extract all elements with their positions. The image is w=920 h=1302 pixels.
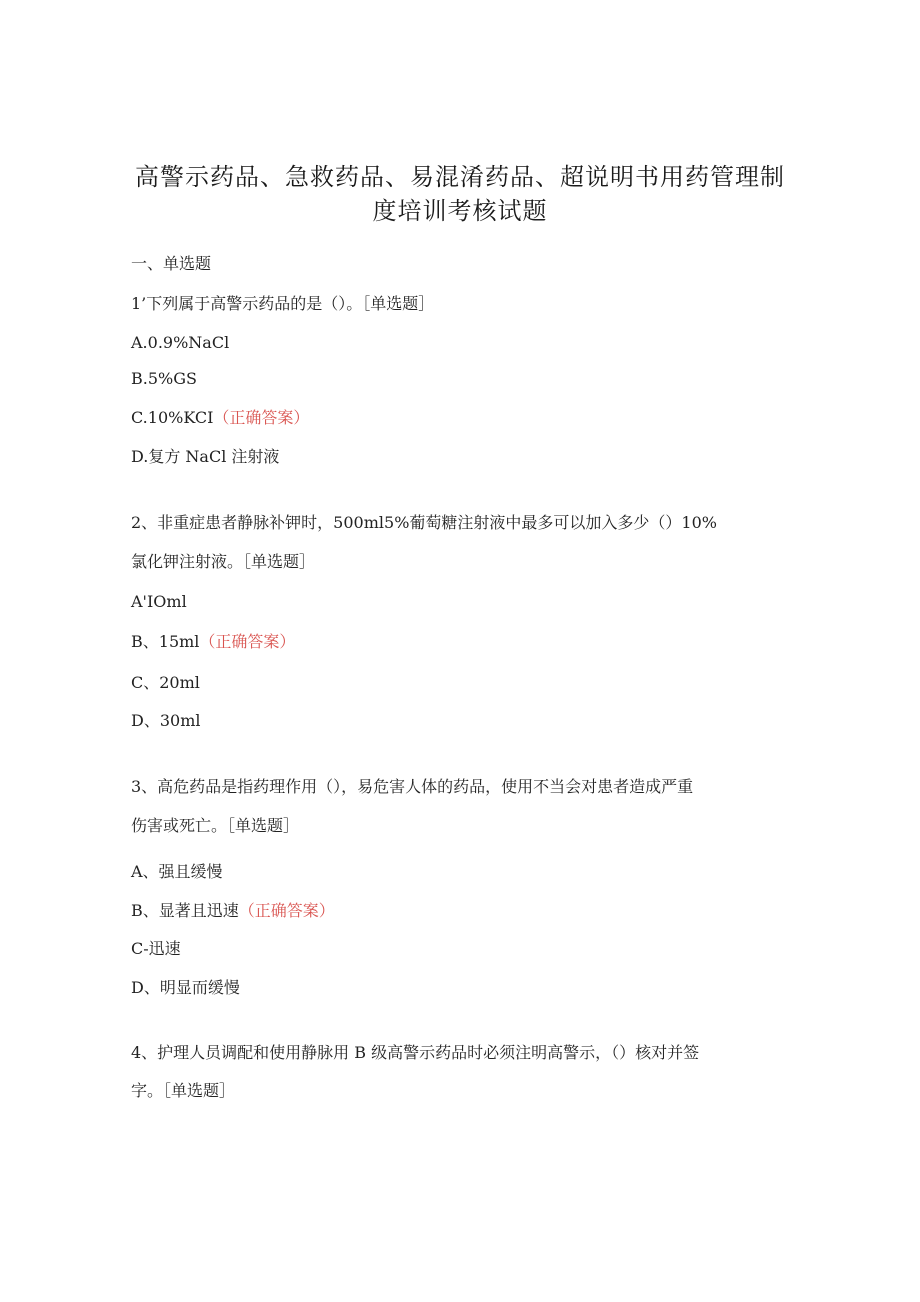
correct-answer-mark: （正确答案）	[238, 901, 335, 920]
page-title-line-1: 高警示药品、急救药品、易混淆药品、超说明书用药管理制	[135, 163, 785, 191]
correct-answer-mark: （正确答案）	[199, 632, 296, 651]
section-heading: 一、单选题	[131, 254, 212, 273]
question-2-option-c: C、20ml	[131, 673, 200, 692]
page-title	[120, 162, 800, 230]
question-2-stem-line-1: 2、非重症患者静脉补钾时，500ml5%葡萄糖注射液中最多可以加入多少（）10%	[131, 513, 717, 532]
option-text: C.10%KCI	[131, 408, 214, 427]
question-1-stem: 1’下列属于高警示药品的是（）。［单选题］	[131, 294, 435, 313]
question-4-stem-line-2: 字。［单选题］	[131, 1081, 236, 1100]
question-4-stem-line-1: 4、护理人员调配和使用静脉用 B 级高警示药品时必须注明高警示，（）核对并签	[131, 1043, 700, 1062]
question-1-option-b: B.5%GS	[131, 369, 197, 388]
question-3-option-a: A、强且缓慢	[131, 862, 223, 881]
question-3-stem-line-2: 伤害或死亡。［单选题］	[131, 816, 300, 835]
question-3-option-d: D、明显而缓慢	[131, 978, 240, 997]
question-3-option-b	[131, 898, 335, 921]
question-1-option-a: A.0.9%NaCl	[131, 333, 230, 352]
question-1-option-c	[131, 405, 309, 428]
question-3-option-c: C-迅速	[131, 939, 181, 958]
option-text: B、显著且迅速	[131, 901, 239, 920]
correct-answer-mark: （正确答案）	[213, 408, 310, 427]
page-title-line-2: 度培训考核试题	[372, 197, 548, 225]
question-1-option-d: D.复方 NaCl 注射液	[131, 447, 280, 466]
question-2-option-d: D、30ml	[131, 711, 201, 730]
question-2-option-b	[131, 629, 295, 652]
option-text: B、15ml	[131, 632, 200, 651]
question-2-option-a: A'IOml	[131, 592, 187, 611]
question-3-stem-line-1: 3、高危药品是指药理作用（），易危害人体的药品，使用不当会对患者造成严重	[131, 777, 694, 796]
question-2-stem-line-2: 氯化钾注射液。［单选题］	[131, 552, 316, 571]
